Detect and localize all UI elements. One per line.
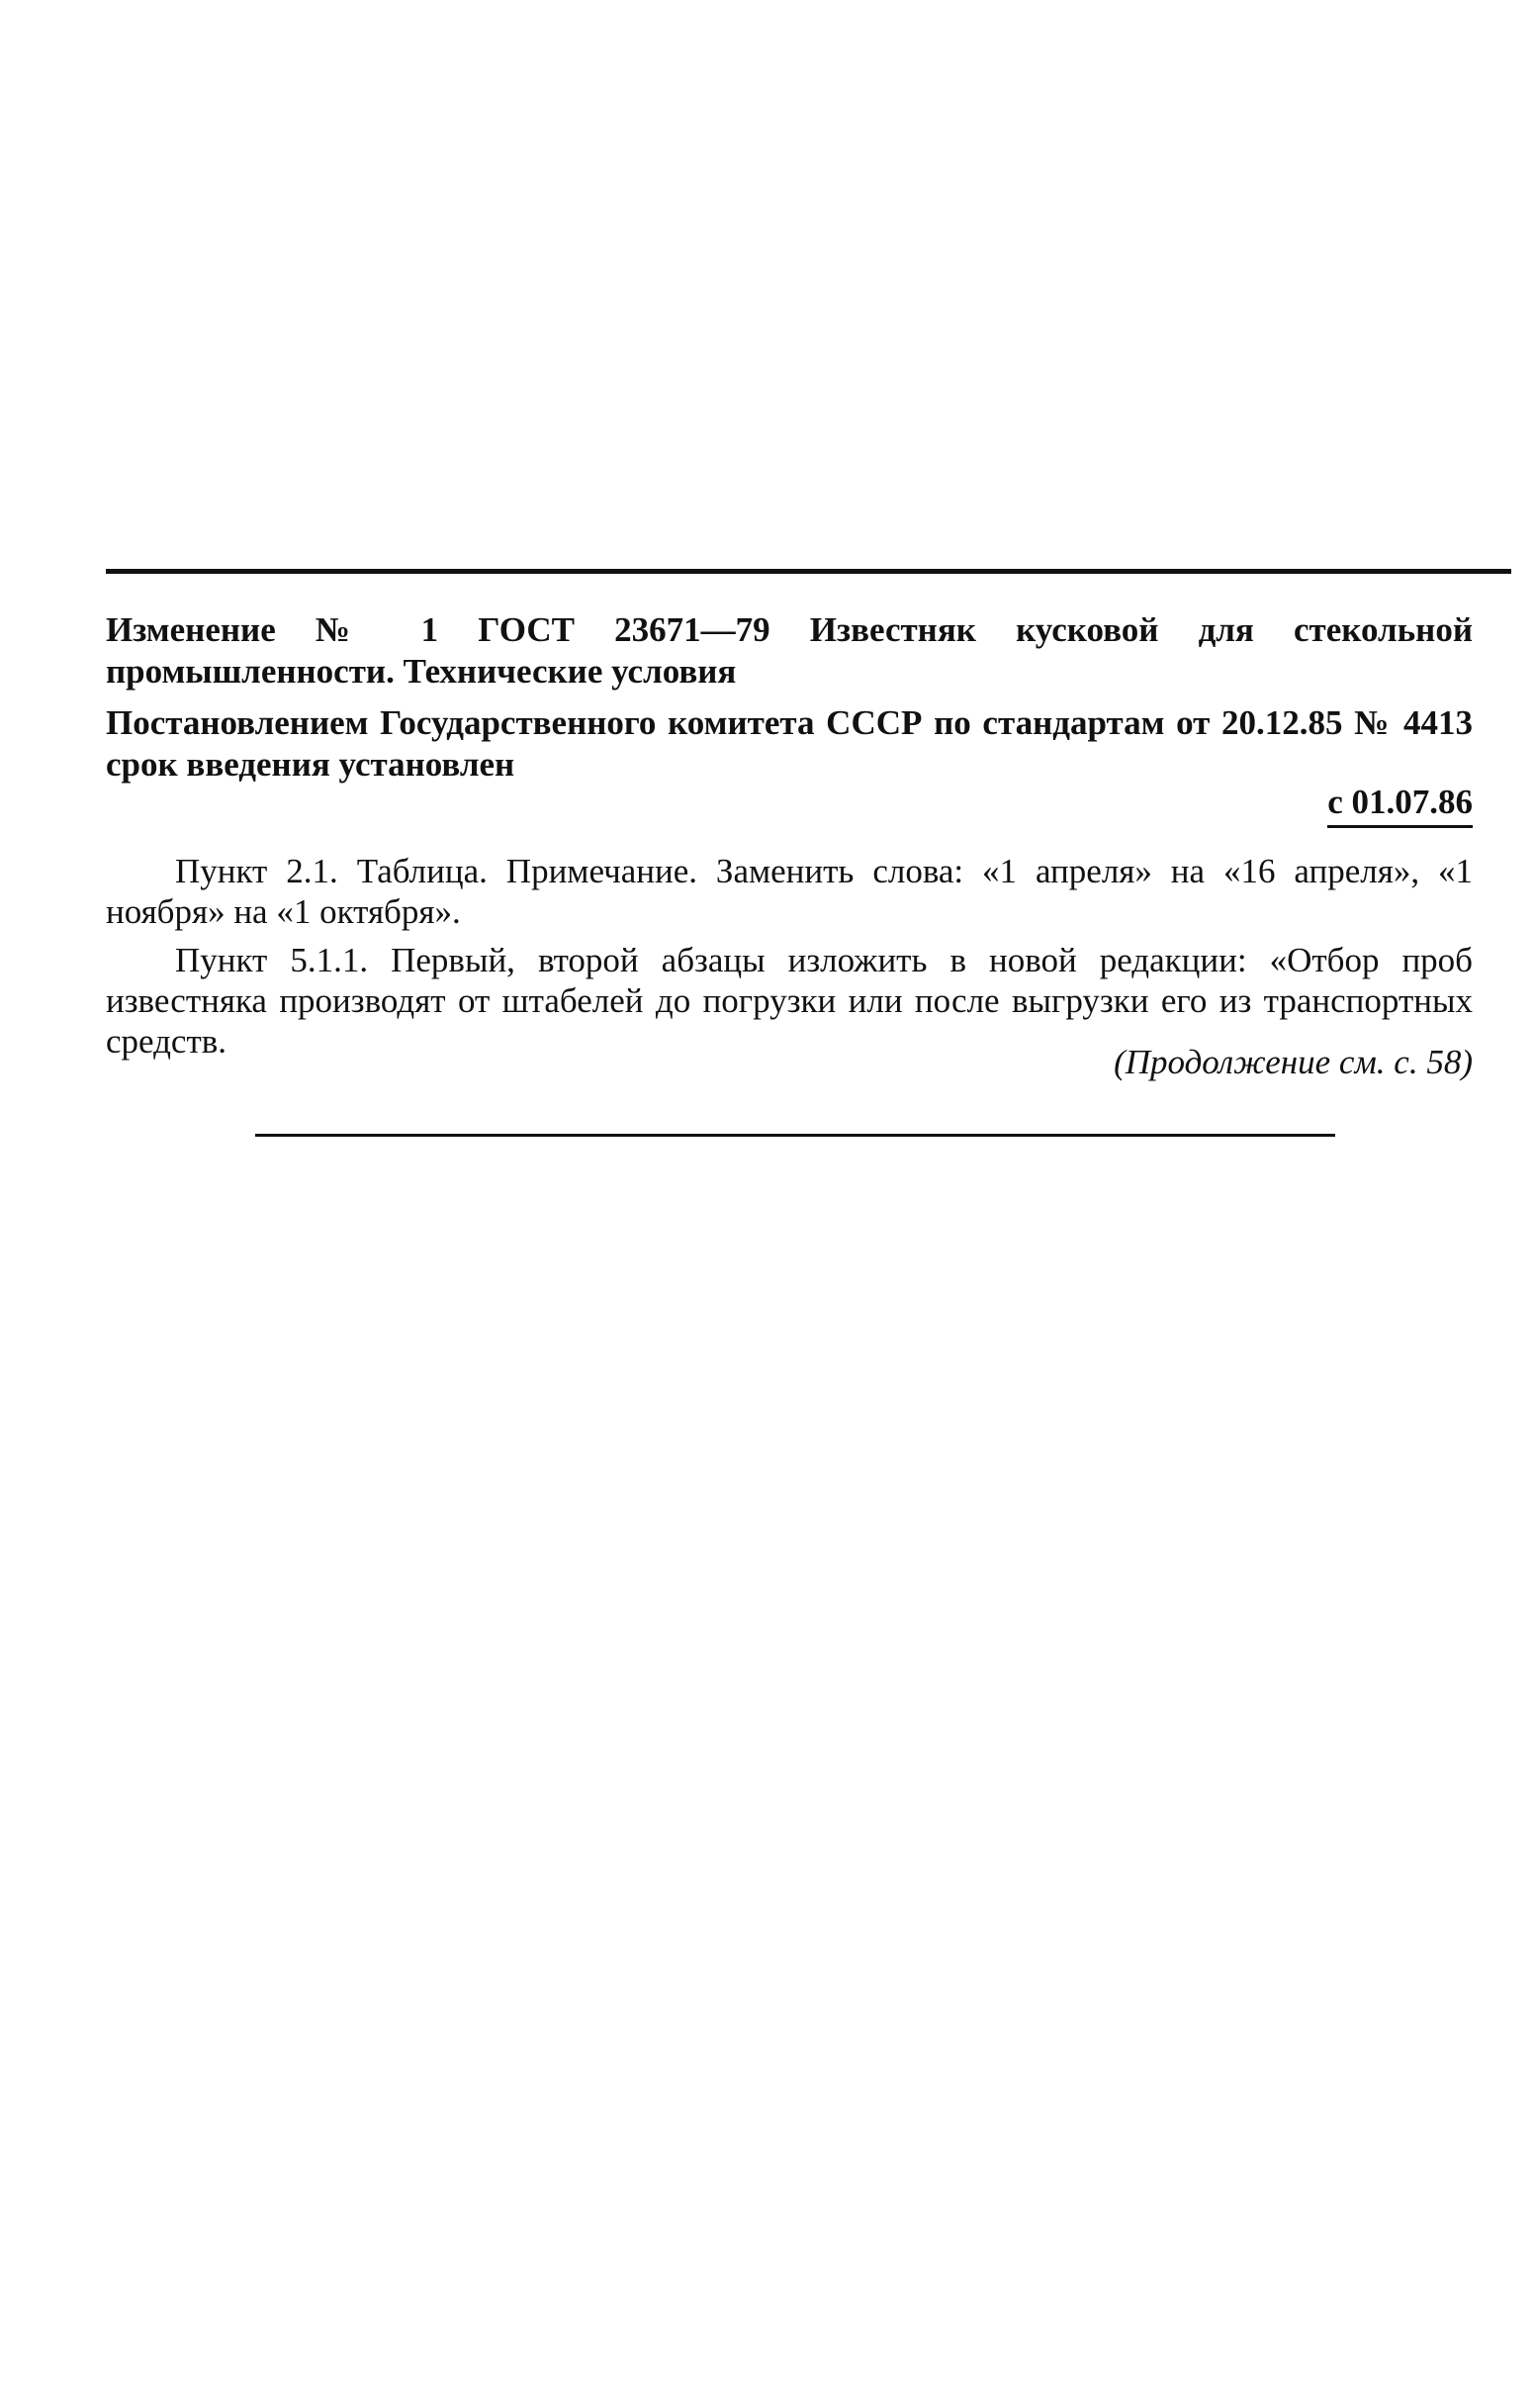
amendment-title: Изменение № 1 ГОСТ 23671—79 Известняк кусковой для стекольной промышленности. Технические условия <box>106 610 1473 691</box>
effective-date-container <box>1327 782 1473 828</box>
paragraph-item-2-1: Пункт 2.1. Таблица. Примечание. Заменить слова: «1 апреля» на «16 апреля», «1 ноября» на «1 октября». <box>106 852 1473 931</box>
amendment-body <box>106 851 1473 1069</box>
continuation-note: (Продолжение см. с. 58) <box>1114 1043 1473 1081</box>
bottom-rule <box>255 1134 1335 1137</box>
effective-date: с 01.07.86 <box>1327 782 1473 828</box>
paragraph-item-5-1-1: Пункт 5.1.1. Первый, второй абзацы изложить в новой редакции: «Отбор проб известняка производят от штабелей до погрузки или после выгрузки его из транспортных средств. <box>106 941 1473 1061</box>
resolution-text: Постановлением Государственного комитета СССР по стандартам от 20.12.85 № 4413 срок введения установлен <box>106 703 1473 784</box>
top-rule <box>106 569 1511 574</box>
